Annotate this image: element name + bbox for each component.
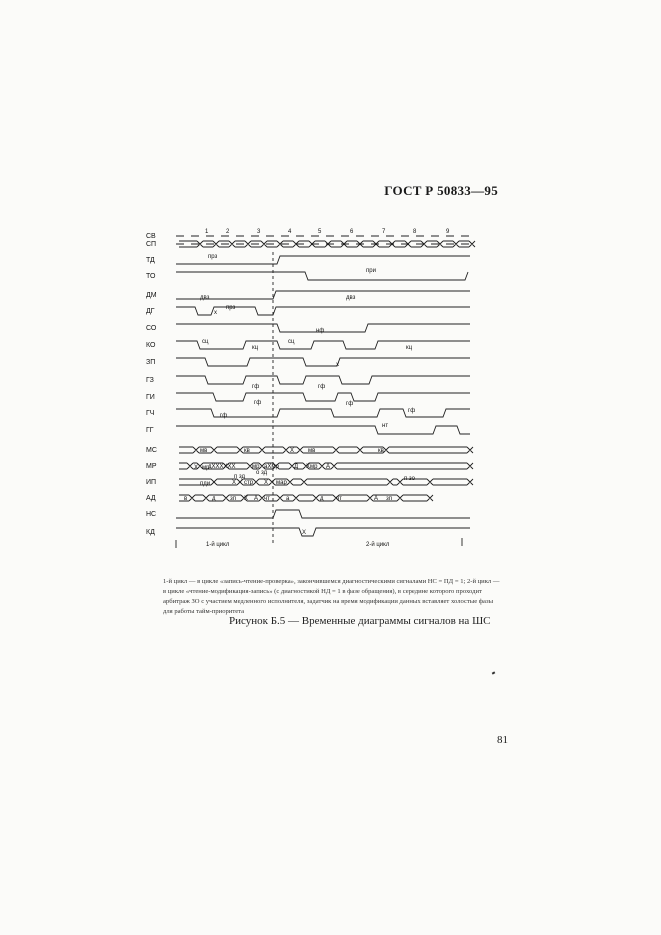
label-gz-gf1: гф (252, 384, 260, 390)
signal-label-10: ГИ (146, 394, 155, 401)
label-to-pri: при (366, 268, 376, 274)
label-ad-v1: в (184, 496, 188, 502)
label-so-nf: нф (316, 328, 325, 334)
label-cycle2: 2-й цикл (366, 542, 390, 548)
label-gg-nt: нт (382, 423, 389, 429)
signal-label-0: СВ (146, 233, 156, 240)
phase-number-4: 4 (288, 229, 292, 235)
label-gz-gf2: гф (318, 384, 326, 390)
label-ip-pd: п зд (234, 474, 246, 480)
phase-number-6: 6 (350, 229, 354, 235)
gg-trace (176, 426, 470, 434)
signal-label-13: МС (146, 447, 157, 454)
label-ko-sc1: сц (202, 339, 209, 345)
signal-label-2: ТД (146, 257, 155, 264)
signal-label-4: ДМ (146, 292, 157, 299)
label-mr-x: Х (194, 465, 199, 471)
label-mr-xmr: Хмр (306, 464, 318, 470)
label-ad-a1: А (254, 496, 259, 502)
figure-note: 1-й цикл — в цикле «запись-чтение-проверка», закончившемся диагностическими сигналами НС = ПД = 1; 2-й цикл — в цикле «чтение-модификация-запись» (с диагностикой НД = 1 в фазе обращения), в середине которого проходит арбитраж ЗО с участием медленного исполнителя, задатчик на время модификации данных вставляет холостые фазы для работы тайм-приоритета (163, 578, 500, 615)
label-ko-kc2: кц (406, 345, 413, 351)
ko-trace (176, 341, 470, 349)
label-ad-d2: д (320, 496, 324, 502)
standard-header: ГОСТ Р 50833—95 (384, 183, 498, 198)
label-ad-a3: А (374, 496, 379, 502)
label-ip-ozd: о зд (256, 470, 268, 476)
phase-number-9: 9 (446, 229, 450, 235)
signal-label-12: ГГ (146, 427, 154, 434)
signal-label-5: ДГ (146, 308, 155, 315)
gi-trace (176, 393, 470, 401)
label-ip-x1: Х (232, 480, 237, 486)
label-mr-mr1: мр (202, 465, 210, 471)
label-ad-a2: а (286, 496, 290, 502)
signal-label-16: АД (146, 495, 156, 502)
ip-bus (179, 479, 473, 485)
label-ko-kc: кц (252, 345, 259, 351)
signal-label-6: СО (146, 325, 157, 332)
dm-trace (176, 291, 470, 299)
label-dm-dvz-2: двз (346, 295, 356, 301)
label-zp-x: х (336, 362, 339, 368)
phase-number-8: 8 (413, 229, 417, 235)
label-mr-a: А (326, 464, 331, 470)
label-dg-prz: прз (226, 305, 236, 311)
label-cycle1: 1-й цикл (206, 542, 230, 548)
label-mr-dxx: дХХХХХХ (208, 464, 236, 470)
signal-label-7: КО (146, 342, 156, 349)
page-number: 81 (497, 734, 508, 746)
label-mr-mr2: мр (252, 464, 260, 470)
figure-caption: Рисунок Б.5 — Временные диаграммы сигналов на ШС (229, 615, 491, 627)
label-ip-x2: Х (264, 480, 269, 486)
label-ad-d1: д (212, 496, 216, 502)
kd-trace (176, 528, 470, 536)
label-td-prz: прз (208, 254, 218, 260)
label-gi-gf1: гф (254, 400, 262, 406)
signal-label-17: НС (146, 511, 157, 518)
label-ip-str: стр (244, 480, 254, 486)
label-ip-mar: мар (276, 480, 287, 486)
label-gch-gf2: гф (408, 408, 416, 414)
to-trace (176, 272, 468, 280)
td-trace (176, 256, 470, 264)
label-mr-axmr: аХмр (264, 464, 279, 470)
label-ad-zp1: зп (230, 496, 236, 502)
label-ip-pzo: п зо (404, 476, 415, 482)
label-ms-mv2: мв (308, 448, 316, 454)
ns-trace (176, 510, 470, 518)
signal-label-14: МР (146, 463, 157, 470)
signal-label-15: ИП (146, 479, 157, 486)
label-ms-mv1: мв (200, 448, 208, 454)
label-ko-sc2: сц (288, 339, 295, 345)
label-dm-dvz-1: двз (200, 295, 210, 301)
label-ip-pdi: пди (200, 481, 211, 487)
label-mr-d: Д (294, 464, 299, 470)
label-ad-cht2: чт (336, 496, 342, 502)
label-ad-x1: Х (244, 496, 249, 502)
label-ad-zp2: зп (386, 496, 392, 502)
signal-label-3: ТО (146, 273, 156, 280)
phase-number-1: 1 (205, 229, 209, 235)
signal-label-18: КД (146, 529, 155, 536)
label-ad-cht1: чт (264, 496, 270, 502)
label-ms-kv1: кв (244, 448, 250, 454)
label-kd-x: Х (302, 530, 307, 536)
phase-number-3: 3 (257, 229, 261, 235)
signal-label-9: ГЗ (146, 377, 154, 384)
signal-label-11: ГЧ (146, 410, 155, 417)
label-ms-x: Х (290, 448, 295, 454)
signal-label-8: ЗП (146, 359, 156, 366)
ad-bus (179, 495, 433, 501)
phase-number-7: 7 (382, 229, 386, 235)
label-gch-gf1: гф (220, 413, 228, 419)
label-ms-kv2: кв (378, 448, 384, 454)
zp-trace (176, 358, 470, 366)
label-gi-gf2: гф (346, 401, 354, 407)
label-dg-x: х (214, 310, 217, 316)
ms-bus (179, 447, 473, 453)
phase-number-5: 5 (318, 229, 322, 235)
signal-label-1: СП (146, 241, 157, 248)
dg-trace (176, 307, 470, 315)
gz-trace (176, 376, 470, 384)
phase-number-2: 2 (226, 229, 230, 235)
